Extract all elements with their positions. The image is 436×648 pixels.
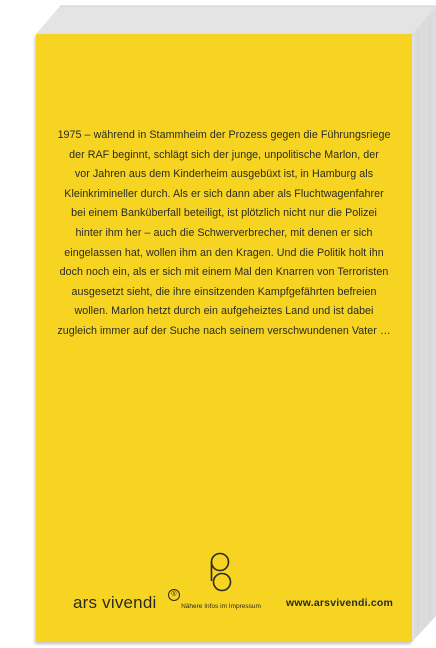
blurb-text	[44, 126, 404, 342]
blurb-line: der RAF beginnt, schlägt sich der junge, unpolitische Marlon, der	[69, 148, 379, 161]
registered-mark: ®	[168, 589, 180, 601]
blurb-line: eingelassen hat, wollen ihm an den Kragen. Und die Politik holt ihn	[64, 246, 384, 259]
emblem-icon	[207, 551, 235, 595]
blurb-line: hinter ihm her – auch die Schwerverbrecher, mit denen er sich	[75, 226, 373, 239]
blurb-line: vor Jahren aus dem Kinderheim ausgebüxt ist, in Hamburg als	[74, 168, 374, 181]
blurb-line: 1975 – während in Stammheim der Prozess gegen die Führungsriege	[57, 129, 391, 141]
blurb-line: bei einem Banküberfall beteiligt, ist plötzlich nicht nur die Polizei	[71, 207, 377, 220]
publisher-logo: ars vivendi	[73, 593, 157, 612]
website-link: www.arsvivendi.com	[286, 597, 394, 609]
blurb-line: wollen. Marlon hetzt durch ein aufgeheiztes Land und ist dabei	[74, 305, 374, 318]
blurb-line: zugleich immer auf der Suche nach seinem verschwundenen Vater …	[57, 324, 391, 337]
impressum-note: Nähere Infos im Impressum	[181, 603, 261, 610]
blurb-line: Kleinkrimineller durch. Als er sich dann aber als Fluchtwagenfahrer	[64, 187, 384, 200]
blurb-line: doch noch ein, als er sich mit einem Mal den Knarren von Terroristen	[59, 266, 389, 279]
blurb-line: ausgesetzt sieht, die ihre einsitzenden Kampfgefährten befreien	[71, 285, 377, 298]
